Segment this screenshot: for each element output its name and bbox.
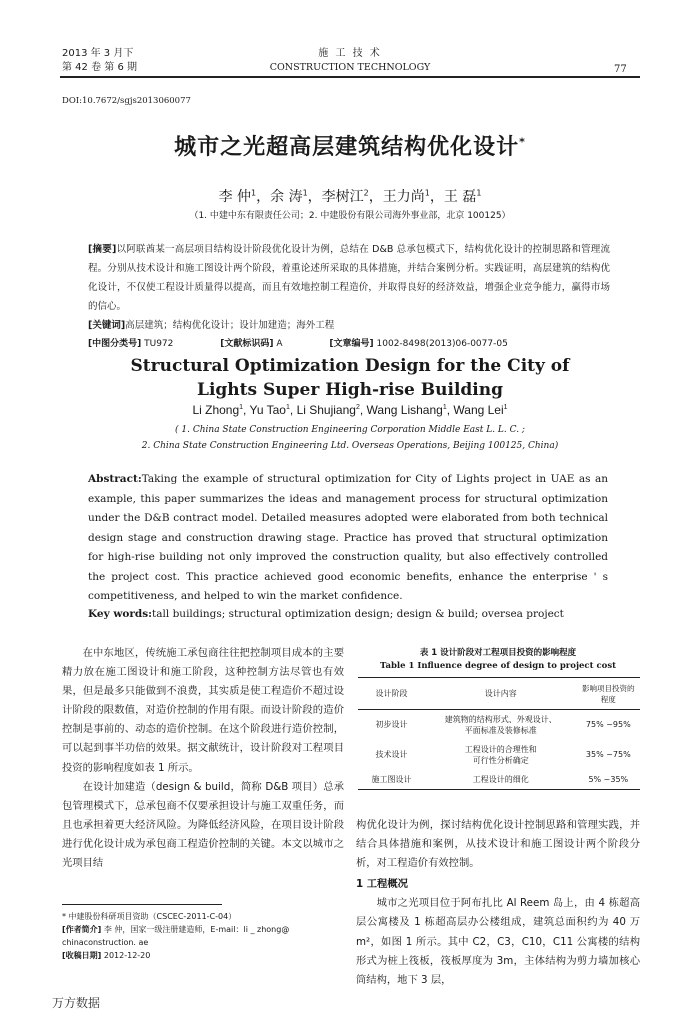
watermark: 万方数据 [52, 996, 101, 1010]
table-cell-stage: 技术设计 [375, 750, 408, 759]
table-cell-stage: 初步设计 [375, 720, 408, 730]
table-cell-stage: 施工图设计 [371, 774, 412, 784]
author-en: Yu Tao$^1$ [249, 403, 290, 417]
left-column [62, 644, 344, 873]
author-cn: 李树江$^2$ [321, 188, 369, 205]
header-page-number: 77 [614, 64, 627, 75]
paragraph-db: 在设计加建造（design & build，简称 D&B 项目）总承包管理模式下，总承包商不仅要承担设计与施工双重任务，而且也承担着更大经济风险。为降低经济风险，在项目设计阶段进行优化设计成为承包商工程造价控制的关键。本文以城市之光项目结 [62, 780, 344, 870]
author-cn: 余 涛$^1$ [270, 188, 308, 205]
paragraph-intro: 在中东地区，传统施工承包商往往把控制项目成本的主要精力放在施工图设计和施工阶段，这种控制方法尽管也有效果，但是最多只能做到不浪费，其实质是使工程造价不超过设计阶段的限数值，对造价控制的作用有限。而设计阶段的造价控制是事前的、动态的造价控制。在这个阶段进行造价控制，可以起到事半功倍的效果。据文献统计，设计阶段对工程项目投资的影响程度如表 1 所示。 [62, 647, 344, 774]
header-rule [60, 76, 640, 78]
table-header-content: 设计内容 [484, 689, 517, 698]
paragraph-continue: 构优化设计为例，探讨结构优化设计控制思路和管理实践，并结合具体措施和案例，从技术设计和施工图设计两个阶段分析，对工程造价有效控制。 [356, 819, 640, 870]
table1 [358, 677, 640, 790]
author-en: Li Shujiang$^2$ [296, 403, 360, 417]
header-journal-cn: 施 工 技 术 [318, 48, 382, 59]
paragraph-overview: 城市之光项目位于阿布扎比 Al Reem 岛上，由 4 栋超高层公寓楼及 1 栋超高层办公楼组成，建筑总面积约为 40 万 m²，如图 1 所示。其中 C2，C3，C10，C11 公寓楼的结构形式为桩上筏板，筏板厚度为 3m，主体结构为剪力墙加核心筒结构，地下 3 层， [356, 897, 640, 986]
table-header-degree: 影响项目投资的程度 [582, 683, 635, 704]
author-cn: 王力尚$^1$ [382, 188, 430, 205]
footnote-author-email: chinaconstruction. ae [62, 938, 149, 947]
table-cell-degree: 5% ~35% [588, 774, 629, 784]
table-header-row [358, 678, 640, 710]
table-cell-content: 建筑物的结构形式、外观设计、 平面标准及装修标准 [444, 714, 557, 735]
doi: DOI:10.7672/sgjs2013060077 [62, 96, 191, 106]
abstract-en: Abstract:Taking the example of structural optimization for City of Lights project in UAE as an example, this paper summarizes the ideas and management process for structural optimization under the D&B contract model. Detailed measures adopted were elaborated from both technical design stage and construction drawing stage. Practice has proved that structural optimization for high-rise building not only improved the construction quality, but also effectively controlled the project cost. This practice achieved good economic benefits, enhance the enterprise ' s competitiveness, and helped to win the market confidence. [88, 473, 608, 602]
table1-title-en: Table 1 Influence degree of design to project cost [379, 661, 617, 671]
author-en: Wang Lishang$^1$ [366, 403, 447, 417]
table-cell-content: 工程设计的细化 [472, 774, 529, 784]
title-en: Structural Optimization Design for the City of Lights Super High-rise Building [130, 356, 570, 400]
table-cell-degree: 35% ~75% [585, 750, 631, 759]
section-heading: 1 工程概况 [356, 878, 408, 891]
classification-line: [中图分类号] TU972 [文献标识码] A [文章编号] 1002-8498(2013)06-0077-05 [88, 339, 508, 349]
author-en: Wang Lei$^1$ [453, 403, 508, 417]
affiliation-en-2: 2. China State Construction Engineering Ltd. Overseas Operations, Beijing 100125, China) [141, 441, 559, 451]
keywords-en: Key words:tall buildings; structural optimization design; design & build; oversea project [88, 608, 564, 620]
authors-cn: 李 仲$^1$，余 涛$^1$，李树江$^2$，王力尚$^1$，王 磊$^1$ [218, 188, 482, 205]
table-row [358, 770, 640, 790]
author-en: Li Zhong$^1$ [192, 403, 244, 417]
authors-en: Li Zhong$^1$, Yu Tao$^1$, Li Shujiang$^2$, Wang Lishang$^1$, Wang Lei$^1$ [192, 403, 508, 417]
abstract-cn: [摘要]以阿联酋某一高层项目结构设计阶段优化设计为例，总结在 D&B 总承包模式下，结构优化设计的控制思路和管理流程。分别从技术设计和施工图设计两个阶段，着重论述所采取的具体措施，并结合案例分析。实践证明，高层建筑的结构优化设计，不仅使工程设计质量得以提高，而且有效地控制工程造价，并取得良好的经济效益，增强企业竞争能力，赢得市场的信心。 [88, 244, 610, 312]
affiliation-en-1: ( 1. China State Construction Engineering Corporation Middle East L. L. C. ; [175, 425, 525, 435]
table-row [358, 740, 640, 770]
table-header-stage: 设计阶段 [375, 689, 408, 698]
author-cn: 王 磊$^1$ [443, 188, 482, 205]
table1-title-cn: 表 1 设计阶段对工程项目投资的影响程度 [419, 648, 577, 658]
table-row [358, 710, 640, 740]
right-column [356, 816, 640, 990]
keywords-cn: [关键词]高层建筑；结构优化设计；设计加建造；海外工程 [88, 320, 335, 331]
author-cn: 李 仲$^1$ [218, 188, 257, 205]
table-cell-degree: 75% ~95% [585, 720, 631, 730]
footnote-author: [作者简介] 李 仲，国家一级注册建造师，E-mail：li _ zhong@ [62, 925, 290, 934]
title-cn: 城市之光超高层建筑结构优化设计* [174, 135, 526, 160]
table-cell-content: 工程设计的合理性和 可行性分析确定 [464, 744, 537, 765]
footnote-received: [收稿日期] 2012-12-20 [62, 951, 151, 960]
footnotes [62, 910, 346, 962]
header-journal-en: CONSTRUCTION TECHNOLOGY [269, 62, 431, 73]
header-volume: 第 42 卷 第 6 期 [62, 62, 137, 73]
affiliation-cn: （1. 中建中东有限责任公司；2. 中建股份有限公司海外事业部，北京 100125） [189, 211, 511, 221]
footnote-fund: * 中建股份科研项目资助（CSCEC-2011-C-04） [62, 912, 237, 921]
footnote-rule [62, 904, 222, 905]
header-date: 2013 年 3 月下 [62, 48, 134, 59]
